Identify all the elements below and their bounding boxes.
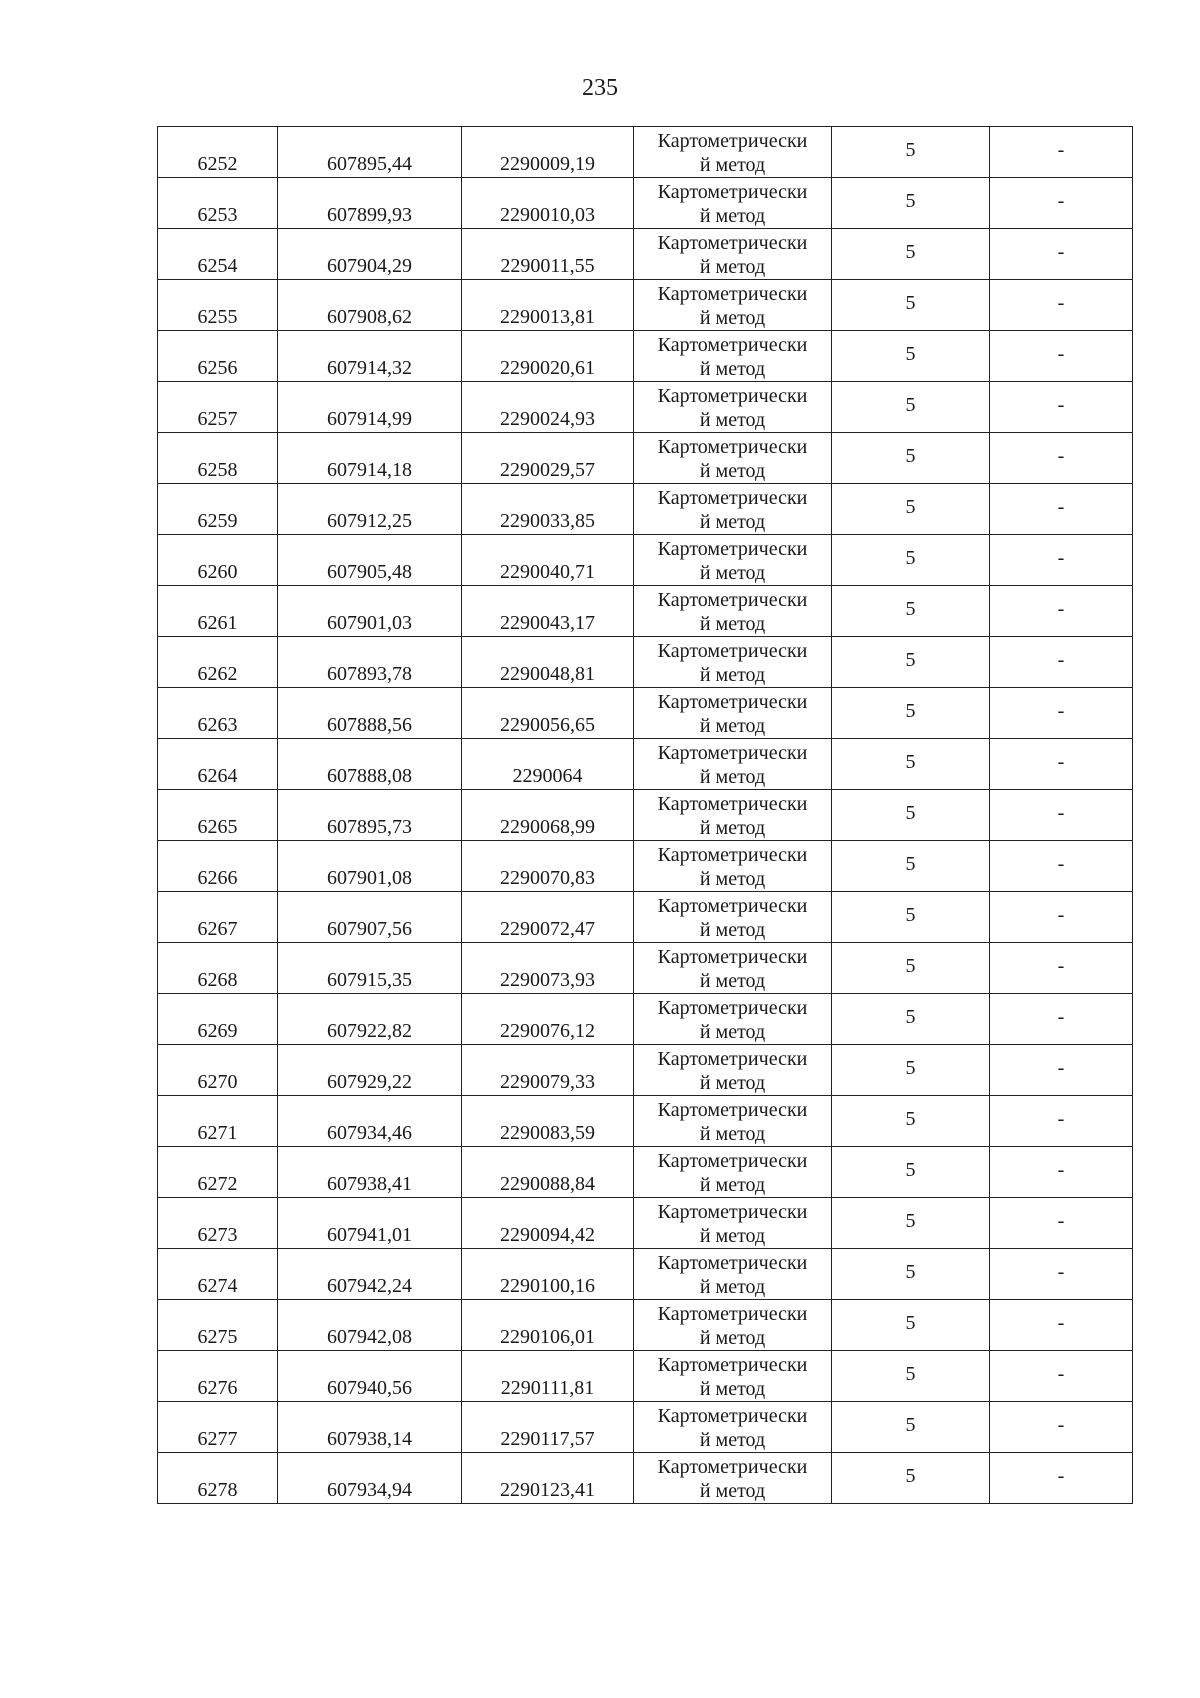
method-text-line2: й метод — [699, 1275, 766, 1298]
table-row — [158, 1249, 1133, 1300]
method-cell — [634, 994, 832, 1045]
x-coordinate-cell: 607942,24 — [278, 1249, 462, 1300]
method-cell — [634, 1147, 832, 1198]
method-cell — [634, 841, 832, 892]
accuracy-cell: 5 — [832, 535, 990, 586]
method-cell — [634, 484, 832, 535]
point-number-cell: 6274 — [158, 1249, 278, 1300]
table-row — [158, 790, 1133, 841]
point-number-cell: 6276 — [158, 1351, 278, 1402]
point-number-cell: 6278 — [158, 1453, 278, 1504]
method-cell — [634, 1198, 832, 1249]
accuracy-cell: 5 — [832, 127, 990, 178]
method-cell — [634, 280, 832, 331]
note-cell: - — [990, 1096, 1133, 1147]
y-coordinate-cell: 2290043,17 — [462, 586, 634, 637]
method-cell — [634, 1300, 832, 1351]
note-cell: - — [990, 1351, 1133, 1402]
method-text-line2: й метод — [699, 816, 766, 839]
note-cell: - — [990, 484, 1133, 535]
point-number-cell: 6265 — [158, 790, 278, 841]
table-row — [158, 1300, 1133, 1351]
note-cell: - — [990, 1453, 1133, 1504]
method-cell — [634, 739, 832, 790]
point-number-cell: 6255 — [158, 280, 278, 331]
accuracy-cell: 5 — [832, 1249, 990, 1300]
accuracy-cell: 5 — [832, 841, 990, 892]
point-number-cell: 6268 — [158, 943, 278, 994]
accuracy-cell: 5 — [832, 1147, 990, 1198]
method-text-line1: Картометрически — [657, 996, 808, 1019]
table-row — [158, 943, 1133, 994]
method-text-line1: Картометрически — [657, 231, 808, 254]
table-row — [158, 1351, 1133, 1402]
point-number-cell: 6262 — [158, 637, 278, 688]
accuracy-cell: 5 — [832, 586, 990, 637]
point-number-cell: 6257 — [158, 382, 278, 433]
page-number: 235 — [582, 75, 618, 101]
table-row — [158, 1198, 1133, 1249]
method-cell — [634, 943, 832, 994]
accuracy-cell: 5 — [832, 178, 990, 229]
method-text-line1: Картометрически — [657, 282, 808, 305]
note-cell: - — [990, 178, 1133, 229]
method-text-line1: Картометрически — [657, 843, 808, 866]
point-number-cell: 6258 — [158, 433, 278, 484]
method-cell — [634, 178, 832, 229]
method-text-line2: й метод — [699, 1326, 766, 1349]
accuracy-cell: 5 — [832, 1198, 990, 1249]
y-coordinate-cell: 2290088,84 — [462, 1147, 634, 1198]
method-text-line2: й метод — [699, 1173, 766, 1196]
y-coordinate-cell: 2290117,57 — [462, 1402, 634, 1453]
method-text-line1: Картометрически — [657, 435, 808, 458]
y-coordinate-cell: 2290048,81 — [462, 637, 634, 688]
method-text-line2: й метод — [699, 459, 766, 482]
point-number-cell: 6256 — [158, 331, 278, 382]
point-number-cell: 6267 — [158, 892, 278, 943]
method-cell — [634, 586, 832, 637]
x-coordinate-cell: 607912,25 — [278, 484, 462, 535]
accuracy-cell: 5 — [832, 1351, 990, 1402]
x-coordinate-cell: 607888,56 — [278, 688, 462, 739]
table-row — [158, 1045, 1133, 1096]
y-coordinate-cell: 2290073,93 — [462, 943, 634, 994]
y-coordinate-cell: 2290068,99 — [462, 790, 634, 841]
table-row — [158, 127, 1133, 178]
note-cell: - — [990, 688, 1133, 739]
y-coordinate-cell: 2290024,93 — [462, 382, 634, 433]
x-coordinate-cell: 607904,29 — [278, 229, 462, 280]
x-coordinate-cell: 607922,82 — [278, 994, 462, 1045]
point-number-cell: 6270 — [158, 1045, 278, 1096]
method-text-line2: й метод — [699, 561, 766, 584]
method-text-line1: Картометрически — [657, 384, 808, 407]
x-coordinate-cell: 607929,22 — [278, 1045, 462, 1096]
note-cell: - — [990, 535, 1133, 586]
method-text-line2: й метод — [699, 714, 766, 737]
method-cell — [634, 433, 832, 484]
point-number-cell: 6275 — [158, 1300, 278, 1351]
method-cell — [634, 688, 832, 739]
table-row — [158, 688, 1133, 739]
table-row — [158, 484, 1133, 535]
point-number-cell: 6269 — [158, 994, 278, 1045]
point-number-cell: 6271 — [158, 1096, 278, 1147]
method-text-line2: й метод — [699, 612, 766, 635]
y-coordinate-cell: 2290100,16 — [462, 1249, 634, 1300]
x-coordinate-cell: 607895,44 — [278, 127, 462, 178]
method-text-line2: й метод — [699, 1122, 766, 1145]
method-cell — [634, 1045, 832, 1096]
note-cell: - — [990, 433, 1133, 484]
accuracy-cell: 5 — [832, 1096, 990, 1147]
table-row — [158, 382, 1133, 433]
accuracy-cell: 5 — [832, 1300, 990, 1351]
method-text-line1: Картометрически — [657, 945, 808, 968]
x-coordinate-cell: 607914,99 — [278, 382, 462, 433]
x-coordinate-cell: 607914,18 — [278, 433, 462, 484]
method-text-line2: й метод — [699, 357, 766, 380]
table-row — [158, 1096, 1133, 1147]
point-number-cell: 6260 — [158, 535, 278, 586]
y-coordinate-cell: 2290111,81 — [462, 1351, 634, 1402]
x-coordinate-cell: 607940,56 — [278, 1351, 462, 1402]
method-text-line2: й метод — [699, 1020, 766, 1043]
method-cell — [634, 229, 832, 280]
method-text-line1: Картометрически — [657, 180, 808, 203]
table-row — [158, 280, 1133, 331]
note-cell: - — [990, 127, 1133, 178]
y-coordinate-cell: 2290072,47 — [462, 892, 634, 943]
y-coordinate-cell: 2290040,71 — [462, 535, 634, 586]
method-text-line1: Картометрически — [657, 1200, 808, 1223]
table-row — [158, 229, 1133, 280]
accuracy-cell: 5 — [832, 994, 990, 1045]
method-text-line1: Картометрически — [657, 894, 808, 917]
point-number-cell: 6266 — [158, 841, 278, 892]
note-cell: - — [990, 943, 1133, 994]
method-text-line2: й метод — [699, 255, 766, 278]
method-cell — [634, 382, 832, 433]
note-cell: - — [990, 382, 1133, 433]
accuracy-cell: 5 — [832, 892, 990, 943]
table-row — [158, 841, 1133, 892]
table-row — [158, 586, 1133, 637]
y-coordinate-cell: 2290064 — [462, 739, 634, 790]
x-coordinate-cell: 607934,94 — [278, 1453, 462, 1504]
note-cell: - — [990, 1402, 1133, 1453]
method-cell — [634, 790, 832, 841]
method-text-line1: Картометрически — [657, 1149, 808, 1172]
x-coordinate-cell: 607895,73 — [278, 790, 462, 841]
y-coordinate-cell: 2290079,33 — [462, 1045, 634, 1096]
accuracy-cell: 5 — [832, 280, 990, 331]
method-text-line2: й метод — [699, 663, 766, 686]
x-coordinate-cell: 607905,48 — [278, 535, 462, 586]
y-coordinate-cell: 2290083,59 — [462, 1096, 634, 1147]
point-number-cell: 6273 — [158, 1198, 278, 1249]
note-cell: - — [990, 1300, 1133, 1351]
table-row — [158, 1453, 1133, 1504]
method-text-line1: Картометрически — [657, 537, 808, 560]
point-number-cell: 6263 — [158, 688, 278, 739]
table-row — [158, 739, 1133, 790]
note-cell: - — [990, 331, 1133, 382]
method-cell — [634, 1402, 832, 1453]
accuracy-cell: 5 — [832, 331, 990, 382]
point-number-cell: 6261 — [158, 586, 278, 637]
point-number-cell: 6254 — [158, 229, 278, 280]
accuracy-cell: 5 — [832, 229, 990, 280]
x-coordinate-cell: 607914,32 — [278, 331, 462, 382]
coordinates-table — [157, 126, 1133, 1504]
note-cell: - — [990, 841, 1133, 892]
accuracy-cell: 5 — [832, 637, 990, 688]
method-cell — [634, 1249, 832, 1300]
x-coordinate-cell: 607934,46 — [278, 1096, 462, 1147]
x-coordinate-cell: 607888,08 — [278, 739, 462, 790]
y-coordinate-cell: 2290033,85 — [462, 484, 634, 535]
note-cell: - — [990, 280, 1133, 331]
method-text-line1: Картометрически — [657, 1251, 808, 1274]
table-row — [158, 1147, 1133, 1198]
method-text-line1: Картометрически — [657, 1455, 808, 1478]
y-coordinate-cell: 2290106,01 — [462, 1300, 634, 1351]
note-cell: - — [990, 229, 1133, 280]
method-text-line1: Картометрически — [657, 333, 808, 356]
x-coordinate-cell: 607901,08 — [278, 841, 462, 892]
method-cell — [634, 1351, 832, 1402]
method-text-line1: Картометрически — [657, 486, 808, 509]
method-cell — [634, 331, 832, 382]
x-coordinate-cell: 607938,14 — [278, 1402, 462, 1453]
point-number-cell: 6264 — [158, 739, 278, 790]
x-coordinate-cell: 607893,78 — [278, 637, 462, 688]
note-cell: - — [990, 1249, 1133, 1300]
note-cell: - — [990, 637, 1133, 688]
method-cell — [634, 892, 832, 943]
y-coordinate-cell: 2290010,03 — [462, 178, 634, 229]
method-text-line1: Картометрически — [657, 639, 808, 662]
method-text-line2: й метод — [699, 918, 766, 941]
coordinates-table-body — [158, 127, 1133, 1504]
x-coordinate-cell: 607899,93 — [278, 178, 462, 229]
method-text-line1: Картометрически — [657, 1098, 808, 1121]
method-text-line1: Картометрически — [657, 1353, 808, 1376]
method-text-line2: й метод — [699, 969, 766, 992]
y-coordinate-cell: 2290020,61 — [462, 331, 634, 382]
method-text-line1: Картометрически — [657, 1302, 808, 1325]
note-cell: - — [990, 1045, 1133, 1096]
method-text-line2: й метод — [699, 1377, 766, 1400]
method-text-line1: Картометрически — [657, 129, 808, 152]
note-cell: - — [990, 1198, 1133, 1249]
method-cell — [634, 1096, 832, 1147]
method-cell — [634, 637, 832, 688]
x-coordinate-cell: 607908,62 — [278, 280, 462, 331]
method-cell — [634, 1453, 832, 1504]
method-text-line1: Картометрически — [657, 588, 808, 611]
method-text-line2: й метод — [699, 510, 766, 533]
x-coordinate-cell: 607941,01 — [278, 1198, 462, 1249]
accuracy-cell: 5 — [832, 943, 990, 994]
y-coordinate-cell: 2290011,55 — [462, 229, 634, 280]
accuracy-cell: 5 — [832, 1453, 990, 1504]
point-number-cell: 6253 — [158, 178, 278, 229]
y-coordinate-cell: 2290029,57 — [462, 433, 634, 484]
accuracy-cell: 5 — [832, 739, 990, 790]
note-cell: - — [990, 586, 1133, 637]
table-row — [158, 433, 1133, 484]
y-coordinate-cell: 2290070,83 — [462, 841, 634, 892]
point-number-cell: 6252 — [158, 127, 278, 178]
accuracy-cell: 5 — [832, 1045, 990, 1096]
method-text-line2: й метод — [699, 1071, 766, 1094]
table-row — [158, 178, 1133, 229]
y-coordinate-cell: 2290009,19 — [462, 127, 634, 178]
x-coordinate-cell: 607907,56 — [278, 892, 462, 943]
method-text-line2: й метод — [699, 867, 766, 890]
x-coordinate-cell: 607942,08 — [278, 1300, 462, 1351]
method-text-line2: й метод — [699, 1224, 766, 1247]
accuracy-cell: 5 — [832, 484, 990, 535]
table-row — [158, 892, 1133, 943]
y-coordinate-cell: 2290056,65 — [462, 688, 634, 739]
note-cell: - — [990, 739, 1133, 790]
method-text-line1: Картометрически — [657, 792, 808, 815]
point-number-cell: 6259 — [158, 484, 278, 535]
method-cell — [634, 127, 832, 178]
point-number-cell: 6277 — [158, 1402, 278, 1453]
x-coordinate-cell: 607915,35 — [278, 943, 462, 994]
y-coordinate-cell: 2290094,42 — [462, 1198, 634, 1249]
method-text-line2: й метод — [699, 306, 766, 329]
note-cell: - — [990, 994, 1133, 1045]
method-cell — [634, 535, 832, 586]
point-number-cell: 6272 — [158, 1147, 278, 1198]
method-text-line1: Картометрически — [657, 741, 808, 764]
accuracy-cell: 5 — [832, 1402, 990, 1453]
y-coordinate-cell: 2290123,41 — [462, 1453, 634, 1504]
x-coordinate-cell: 607938,41 — [278, 1147, 462, 1198]
method-text-line2: й метод — [699, 765, 766, 788]
method-text-line2: й метод — [699, 408, 766, 431]
y-coordinate-cell: 2290076,12 — [462, 994, 634, 1045]
accuracy-cell: 5 — [832, 790, 990, 841]
x-coordinate-cell: 607901,03 — [278, 586, 462, 637]
method-text-line1: Картометрически — [657, 690, 808, 713]
accuracy-cell: 5 — [832, 433, 990, 484]
note-cell: - — [990, 1147, 1133, 1198]
table-row — [158, 637, 1133, 688]
accuracy-cell: 5 — [832, 688, 990, 739]
accuracy-cell: 5 — [832, 382, 990, 433]
method-text-line2: й метод — [699, 153, 766, 176]
method-text-line2: й метод — [699, 204, 766, 227]
table-row — [158, 994, 1133, 1045]
table-row — [158, 1402, 1133, 1453]
method-text-line1: Картометрически — [657, 1404, 808, 1427]
method-text-line2: й метод — [699, 1428, 766, 1451]
note-cell: - — [990, 892, 1133, 943]
table-row — [158, 535, 1133, 586]
method-text-line1: Картометрически — [657, 1047, 808, 1070]
note-cell: - — [990, 790, 1133, 841]
method-text-line2: й метод — [699, 1479, 766, 1502]
table-row — [158, 331, 1133, 382]
y-coordinate-cell: 2290013,81 — [462, 280, 634, 331]
